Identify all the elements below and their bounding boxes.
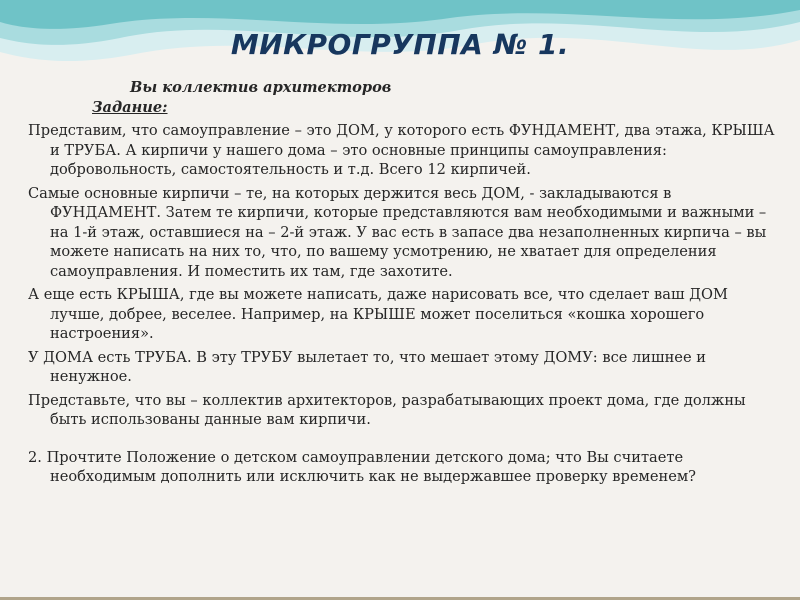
paragraph-chimney: У ДОМА есть ТРУБА. В эту ТРУБУ вылетает то, что мешает этому ДОМУ: все лишнее и ненужное. (28, 348, 706, 385)
paragraph-task-2: 2. Прочтите Положение о детском самоуправлении детского дома; что Вы считаете необходимым дополнить или исключить как не выдержавшее проверку временем? (28, 448, 697, 485)
paragraph-roof: А еще есть КРЫША, где вы можете написать, даже нарисовать все, что сделает ваш ДОМ лучше, добрее, веселее. Например, на КРЫШЕ может поселиться «кошка хорошего настроения». (28, 286, 728, 342)
spacer (20, 434, 780, 448)
paragraph-architects: Представьте, что вы – коллектив архитекторов, разрабатывающих проект дома, где должны быть использованы данные вам кирпичи. (28, 391, 746, 428)
slide-title: МИКРОГРУППА № 1. (230, 28, 570, 61)
slide-content (20, 78, 780, 491)
paragraph-foundation: Самые основные кирпичи – те, на которых держится весь ДОМ, - закладываются в ФУНДАМЕНТ. Затем те кирпичи, которые представляются вам необходимыми и важными – на 1-й этаж, оставшиеся на – 2-й этаж. У вас есть в запасе два незаполненных кирпича – вы можете написать на них то, что, по вашему усмотрению, не хватает для определения самоуправления. И поместить их там, где захотите. (28, 184, 767, 280)
task-label: Задание: (92, 98, 168, 116)
paragraph-house: Представим, что самоуправление – это ДОМ, у которого есть ФУНДАМЕНТ, два этажа, КРЫША и ТРУБА. А кирпичи у нашего дома – это основные принципы самоуправления: добровольность, самостоятельность и т.д. Всего 12 кирпичей. (28, 122, 775, 178)
subtitle: Вы коллектив архитекторов (130, 79, 392, 96)
